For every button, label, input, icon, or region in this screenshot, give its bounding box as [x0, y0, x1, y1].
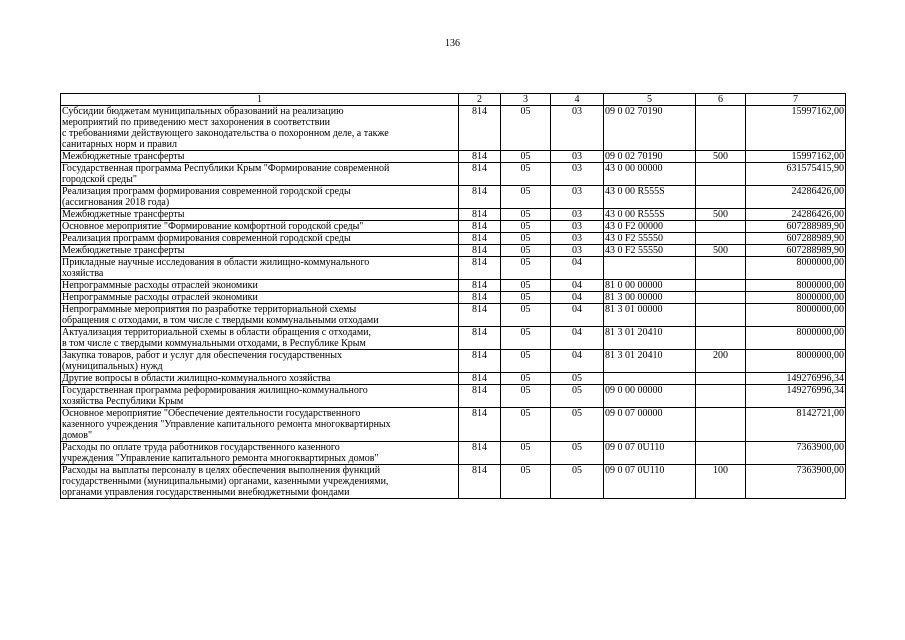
row-name-cell: Субсидии бюджетам муниципальных образований на реализацию мероприятий по приведению мест захоронения в соответствии с требованиями действующего законодательства о похоронном деле, а также санитарных норм и правил	[61, 106, 459, 151]
row-grbs-cell: 814	[459, 209, 501, 221]
row-grbs-cell: 814	[459, 304, 501, 327]
table-row	[61, 442, 846, 465]
row-target-article-cell: 43 0 F2 55550	[604, 233, 696, 245]
row-subsection-cell: 04	[551, 350, 604, 373]
row-target-article-cell: 81 3 01 20410	[604, 327, 696, 350]
row-expense-type-cell	[696, 186, 746, 209]
row-amount-cell: 7363900,00	[746, 442, 846, 465]
row-target-article-cell: 81 3 01 00000	[604, 304, 696, 327]
table-row	[61, 257, 846, 280]
row-target-article-cell: 43 0 F2 00000	[604, 221, 696, 233]
row-amount-cell: 8000000,00	[746, 327, 846, 350]
row-section-cell: 05	[501, 106, 551, 151]
row-amount-cell: 8000000,00	[746, 280, 846, 292]
row-name-cell: Прикладные научные исследования в области жилищно-коммунального хозяйства	[61, 257, 459, 280]
row-name-cell: Непрограммные расходы отраслей экономики	[61, 292, 459, 304]
row-subsection-cell: 03	[551, 233, 604, 245]
row-grbs-cell: 814	[459, 106, 501, 151]
table-row	[61, 221, 846, 233]
row-grbs-cell: 814	[459, 408, 501, 442]
table-row	[61, 280, 846, 292]
header-cell: 1	[61, 94, 459, 106]
row-expense-type-cell	[696, 292, 746, 304]
row-grbs-cell: 814	[459, 465, 501, 499]
row-subsection-cell: 04	[551, 280, 604, 292]
row-target-article-cell	[604, 373, 696, 385]
row-grbs-cell: 814	[459, 350, 501, 373]
table-row	[61, 465, 846, 499]
row-section-cell: 05	[501, 163, 551, 186]
row-target-article-cell	[604, 257, 696, 280]
header-cell: 3	[501, 94, 551, 106]
row-expense-type-cell	[696, 163, 746, 186]
row-amount-cell: 607288989,90	[746, 221, 846, 233]
table-row	[61, 245, 846, 257]
row-amount-cell: 24286426,00	[746, 209, 846, 221]
row-amount-cell: 607288989,90	[746, 233, 846, 245]
row-name-cell: Государственная программа реформирования жилищно-коммунального хозяйства Республики Крым	[61, 385, 459, 408]
table-header-row	[61, 94, 846, 106]
row-target-article-cell: 43 0 F2 55550	[604, 245, 696, 257]
row-expense-type-cell: 100	[696, 465, 746, 499]
row-target-article-cell: 81 0 00 00000	[604, 280, 696, 292]
row-grbs-cell: 814	[459, 442, 501, 465]
table-row	[61, 373, 846, 385]
row-subsection-cell: 05	[551, 442, 604, 465]
row-amount-cell: 8000000,00	[746, 292, 846, 304]
row-name-cell: Закупка товаров, работ и услуг для обеспечения государственных (муниципальных) нужд	[61, 350, 459, 373]
row-grbs-cell: 814	[459, 280, 501, 292]
row-section-cell: 05	[501, 408, 551, 442]
row-subsection-cell: 05	[551, 373, 604, 385]
row-amount-cell: 8000000,00	[746, 350, 846, 373]
row-grbs-cell: 814	[459, 151, 501, 163]
row-name-cell: Реализация программ формирования современной городской среды (ассигнования 2018 года)	[61, 186, 459, 209]
row-grbs-cell: 814	[459, 257, 501, 280]
row-section-cell: 05	[501, 257, 551, 280]
row-target-article-cell: 81 3 00 00000	[604, 292, 696, 304]
row-target-article-cell: 09 0 07 0U110	[604, 442, 696, 465]
row-grbs-cell: 814	[459, 233, 501, 245]
row-amount-cell: 8000000,00	[746, 257, 846, 280]
row-section-cell: 05	[501, 209, 551, 221]
row-subsection-cell: 04	[551, 257, 604, 280]
table-row	[61, 233, 846, 245]
row-section-cell: 05	[501, 221, 551, 233]
row-section-cell: 05	[501, 186, 551, 209]
row-amount-cell: 149276996,34	[746, 385, 846, 408]
row-section-cell: 05	[501, 385, 551, 408]
row-section-cell: 05	[501, 465, 551, 499]
row-section-cell: 05	[501, 292, 551, 304]
table-row	[61, 327, 846, 350]
row-name-cell: Межбюджетные трансферты	[61, 209, 459, 221]
row-expense-type-cell	[696, 373, 746, 385]
row-section-cell: 05	[501, 350, 551, 373]
row-amount-cell: 8142721,00	[746, 408, 846, 442]
header-cell: 4	[551, 94, 604, 106]
row-amount-cell: 8000000,00	[746, 304, 846, 327]
table-row	[61, 292, 846, 304]
row-expense-type-cell	[696, 408, 746, 442]
row-target-article-cell: 09 0 00 00000	[604, 385, 696, 408]
row-subsection-cell: 03	[551, 245, 604, 257]
row-name-cell: Расходы по оплате труда работников государственного казенного учреждения "Управление капитального ремонта многоквартирных домов"	[61, 442, 459, 465]
row-name-cell: Государственная программа Республики Крым "Формирование современной городской среды"	[61, 163, 459, 186]
row-amount-cell: 7363900,00	[746, 465, 846, 499]
row-amount-cell: 15997162,00	[746, 151, 846, 163]
row-expense-type-cell: 500	[696, 151, 746, 163]
header-cell: 7	[746, 94, 846, 106]
row-amount-cell: 24286426,00	[746, 186, 846, 209]
row-section-cell: 05	[501, 373, 551, 385]
table-row	[61, 209, 846, 221]
row-expense-type-cell	[696, 257, 746, 280]
row-section-cell: 05	[501, 151, 551, 163]
row-target-article-cell: 43 0 00 R555S	[604, 209, 696, 221]
row-section-cell: 05	[501, 280, 551, 292]
row-target-article-cell: 43 0 00 R555S	[604, 186, 696, 209]
row-grbs-cell: 814	[459, 292, 501, 304]
row-grbs-cell: 814	[459, 327, 501, 350]
row-subsection-cell: 03	[551, 106, 604, 151]
row-name-cell: Межбюджетные трансферты	[61, 245, 459, 257]
row-target-article-cell: 09 0 07 0U110	[604, 465, 696, 499]
row-subsection-cell: 05	[551, 385, 604, 408]
row-expense-type-cell	[696, 221, 746, 233]
row-target-article-cell: 09 0 02 70190	[604, 106, 696, 151]
row-subsection-cell: 03	[551, 221, 604, 233]
row-subsection-cell: 05	[551, 465, 604, 499]
row-name-cell: Другие вопросы в области жилищно-коммунального хозяйства	[61, 373, 459, 385]
row-expense-type-cell: 500	[696, 209, 746, 221]
row-expense-type-cell	[696, 385, 746, 408]
table-row	[61, 151, 846, 163]
row-amount-cell: 149276996,34	[746, 373, 846, 385]
row-expense-type-cell	[696, 106, 746, 151]
header-cell: 2	[459, 94, 501, 106]
row-subsection-cell: 03	[551, 163, 604, 186]
row-subsection-cell: 04	[551, 304, 604, 327]
row-name-cell: Межбюджетные трансферты	[61, 151, 459, 163]
row-section-cell: 05	[501, 245, 551, 257]
row-subsection-cell: 03	[551, 186, 604, 209]
table-row	[61, 304, 846, 327]
row-expense-type-cell	[696, 233, 746, 245]
row-grbs-cell: 814	[459, 163, 501, 186]
row-grbs-cell: 814	[459, 373, 501, 385]
table-row	[61, 385, 846, 408]
table-row	[61, 163, 846, 186]
row-expense-type-cell: 500	[696, 245, 746, 257]
row-amount-cell: 15997162,00	[746, 106, 846, 151]
row-subsection-cell: 03	[551, 209, 604, 221]
budget-table	[60, 93, 846, 499]
row-name-cell: Расходы на выплаты персоналу в целях обеспечения выполнения функций государственными (муниципальными) органами, казенными учреждениями, органами управления государственными внебюджетными фондами	[61, 465, 459, 499]
row-name-cell: Непрограммные расходы отраслей экономики	[61, 280, 459, 292]
row-name-cell: Основное мероприятие "Формирование комфортной городской среды"	[61, 221, 459, 233]
table-row	[61, 186, 846, 209]
row-grbs-cell: 814	[459, 221, 501, 233]
row-target-article-cell: 43 0 00 00000	[604, 163, 696, 186]
row-amount-cell: 631575415,90	[746, 163, 846, 186]
header-cell: 5	[604, 94, 696, 106]
row-name-cell: Актуализация территориальной схемы в области обращения с отходами, в том числе с твердыми коммунальными отходами, в Республике Крым	[61, 327, 459, 350]
row-grbs-cell: 814	[459, 245, 501, 257]
row-subsection-cell: 05	[551, 408, 604, 442]
table-row	[61, 350, 846, 373]
row-section-cell: 05	[501, 442, 551, 465]
table-row	[61, 408, 846, 442]
header-cell: 6	[696, 94, 746, 106]
row-expense-type-cell	[696, 442, 746, 465]
row-target-article-cell: 81 3 01 20410	[604, 350, 696, 373]
row-expense-type-cell	[696, 304, 746, 327]
row-expense-type-cell	[696, 327, 746, 350]
row-expense-type-cell: 200	[696, 350, 746, 373]
table-row	[61, 106, 846, 151]
row-amount-cell: 607288989,90	[746, 245, 846, 257]
row-section-cell: 05	[501, 233, 551, 245]
row-subsection-cell: 04	[551, 292, 604, 304]
row-name-cell: Реализация программ формирования современной городской среды	[61, 233, 459, 245]
page-number: 136	[445, 38, 460, 49]
row-name-cell: Непрограммные мероприятия по разработке территориальной схемы обращения с отходами, в том числе с твердыми коммунальными отходами	[61, 304, 459, 327]
row-subsection-cell: 04	[551, 327, 604, 350]
row-target-article-cell: 09 0 07 00000	[604, 408, 696, 442]
row-section-cell: 05	[501, 327, 551, 350]
row-grbs-cell: 814	[459, 385, 501, 408]
row-grbs-cell: 814	[459, 186, 501, 209]
row-subsection-cell: 03	[551, 151, 604, 163]
row-section-cell: 05	[501, 304, 551, 327]
row-expense-type-cell	[696, 280, 746, 292]
row-name-cell: Основное мероприятие "Обеспечение деятельности государственного казенного учреждения "Управление капитального ремонта многоквартирных домов"	[61, 408, 459, 442]
row-target-article-cell: 09 0 02 70190	[604, 151, 696, 163]
